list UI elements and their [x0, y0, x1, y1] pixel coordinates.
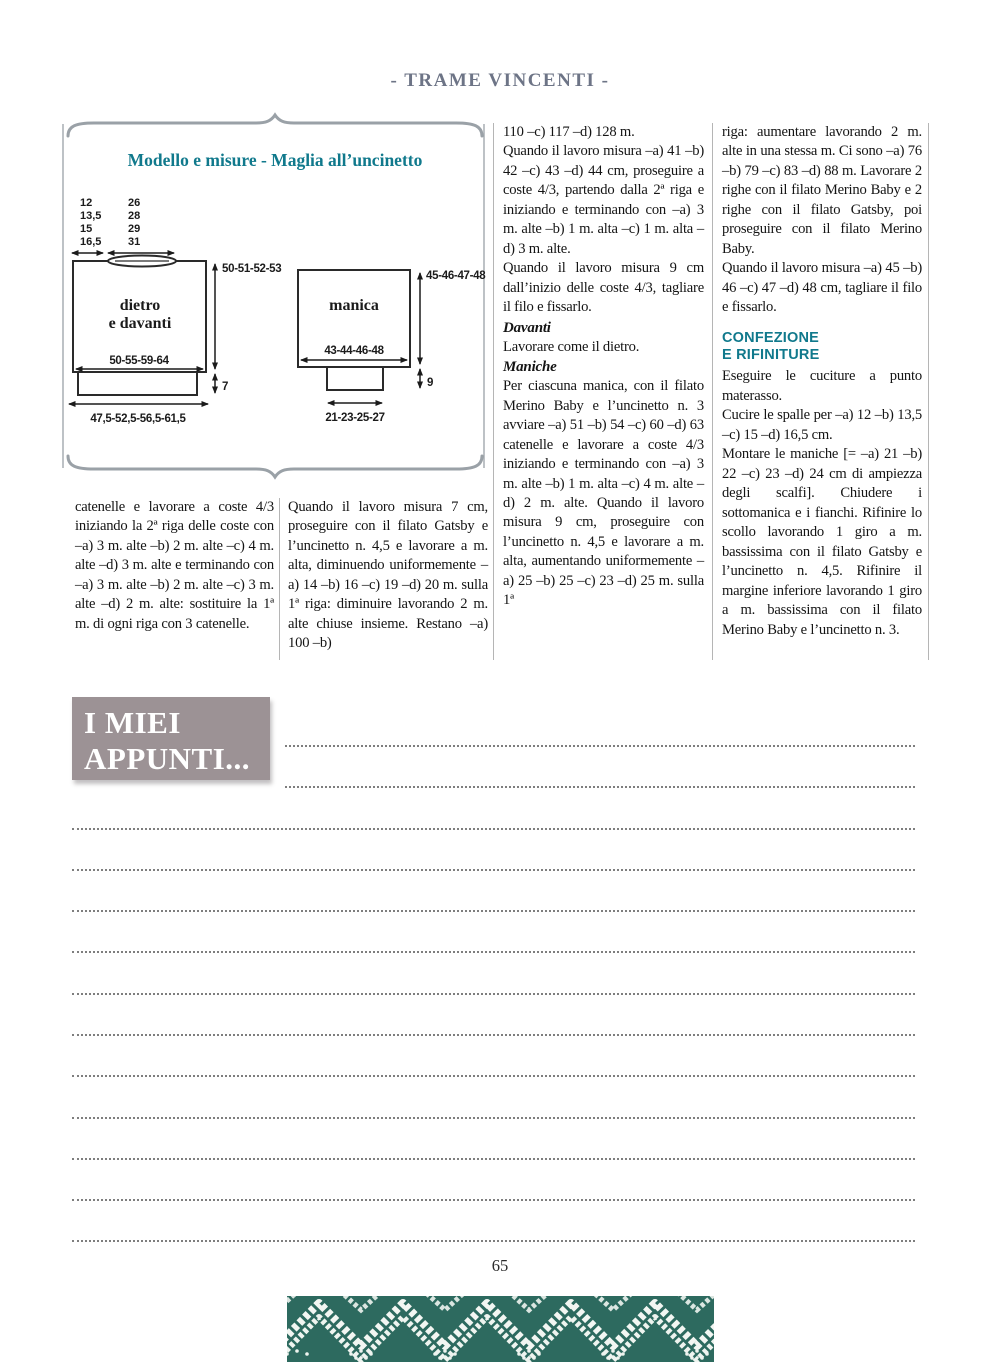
back-height-value: 50-51-52-53 — [222, 263, 282, 275]
notes-line — [72, 869, 915, 871]
back-front-label: e davanti — [108, 315, 172, 332]
section-heading-davanti: Davanti — [503, 319, 551, 336]
instruction-paragraph: riga: aumentare lavorando 2 m. alte in una stessa m. Ci sono –a) 76 –b) 79 –c) 83 –d) 88 m. Lavorare 2 righe con il filato Merino Baby e 2 righe con il filato Gatsby, poi proseguire con il filato Merino Baby. — [722, 124, 922, 257]
section-heading-maniche: Maniche — [503, 359, 557, 376]
instruction-paragraph: Per ciascuna manica, con il filato Merino Baby e l’uncinetto n. 3 avviare –a) 51 –b) 54 –c) 60 –d) 63 catenelle e lavorare a coste 4/3 iniziando e terminando con –a) 3 m. alte –b) 1 m. alta –c) 4 m. alte –d) 2 m. alte. Quando il lavoro misura 9 cm, proseguire con l’uncinetto n. 4,5 e lavorare a m. alta, aumentando uniformemente –a) 25 –b) 25 –c) 23 –d) 25 m. sulla 1ª — [503, 378, 704, 609]
instruction-paragraph: Cucire le spalle per –a) 12 –b) 13,5 –c) 15 –d) 16,5 cm. — [722, 407, 922, 443]
notes-line — [72, 1240, 915, 1242]
page-number: 65 — [491, 1256, 509, 1275]
notes-title-line: APPUNTI... — [84, 741, 251, 776]
notes-line — [72, 910, 915, 912]
size-value: 12 — [80, 197, 93, 209]
sleeve-height-value: 45-46-47-48 — [426, 270, 486, 282]
my-notes-title-box — [72, 697, 270, 780]
cuff-height-value: 9 — [427, 377, 434, 389]
size-value: 16,5 — [80, 236, 102, 248]
column-divider — [279, 498, 280, 660]
schematic-title: Modello e misure - Maglia all’uncinetto — [127, 150, 423, 170]
back-bottom-width-value: 47,5-52,5-56,5-61,5 — [90, 413, 186, 425]
notes-line — [72, 1034, 915, 1036]
cuff-width-value: 21-23-25-27 — [325, 412, 385, 424]
instruction-paragraph: Montare le maniche [= –a) 21 –b) 22 –c) 23 –d) 24 cm di ampiezza degli scalfi]. Chiudere i sottomanica e i fianchi. Rifinire lo scollo lavorando 1 giro a m. bassissima con il filato Gatsby e l’uncinetto n. 4,5. Rifinire il margine inferiore lavorando 1 giro a m. bassissima con il filato Merino Baby e l’uncinetto n. 3. — [722, 446, 922, 638]
instruction-paragraph: catenelle e lavorare a coste 4/3 iniziando la 2ª riga delle coste con –a) 3 m. alte –b) 2 m. alte –c) 4 m. alte –d) 3 m. alte e terminando con –a) 3 m. alte –b) 2 m. alte –c) 3 m. alte –d) 2 m. alte: sostituire la 1ª m. di ogni riga con 3 catenelle. — [75, 499, 274, 632]
instruction-paragraph: Quando il lavoro misura 7 cm, proseguire con il filato Gatsby e l’uncinetto n. 4,5 e lavorare a m. alta, diminuendo uniformemente –a) 14 –b) 16 –c) 19 –d) 20 m. sulla 1ª riga: diminuire lavorando 2 m. alte chiuse insieme. Restano –a) 100 –b) — [288, 499, 488, 652]
size-value: 28 — [128, 210, 141, 222]
instructions-column-4 — [722, 123, 922, 640]
size-value: 15 — [80, 223, 93, 235]
notes-title-line: I MIEI — [84, 705, 181, 740]
rib-height-value: 7 — [222, 381, 229, 393]
instruction-paragraph: 110 –c) 117 –d) 128 m. — [503, 124, 635, 140]
section-heading-confezione: CONFEZIONE E RIFINITURE — [722, 329, 820, 364]
instructions-column-2 — [288, 498, 488, 654]
size-value: 26 — [128, 197, 141, 209]
size-value: 29 — [128, 223, 141, 235]
back-front-label: dietro — [119, 297, 161, 314]
size-value: 31 — [128, 236, 141, 248]
notes-line — [285, 745, 915, 747]
notes-line — [72, 828, 915, 830]
instructions-column-1 — [75, 498, 274, 634]
bottom-brace-decoration — [68, 456, 482, 477]
column-divider — [493, 123, 494, 660]
size-value: 13,5 — [80, 210, 102, 222]
back-width-value: 50-55-59-64 — [109, 355, 169, 367]
sleeve-cuff-outline — [327, 367, 383, 390]
instruction-paragraph: Quando il lavoro misura –a) 41 –b) 42 –c) 43 –d) 44 cm, proseguire a coste 4/3, partendo dalla 2ª riga e iniziando e terminando con –a) 3 m. alte –b) 1 m. alta –c) 1 m. alta –d) 3 m. alte. — [503, 143, 704, 257]
sleeve-width-value: 43-44-46-48 — [324, 345, 384, 357]
notes-line — [285, 786, 915, 788]
knit-pattern-image — [287, 1296, 714, 1362]
instruction-paragraph: Eseguire le cuciture a punto materasso. — [722, 368, 922, 404]
instruction-paragraph: Quando il lavoro misura 9 cm dall’inizio delle coste 4/3, tagliare il filo e fissarlo. — [503, 260, 704, 316]
notes-line — [72, 1158, 915, 1160]
pattern-schematic-diagram — [60, 110, 490, 490]
back-front-rib-outline — [78, 372, 197, 395]
column-divider — [928, 123, 929, 660]
column-divider — [712, 123, 713, 660]
sleeve-label: manica — [329, 297, 379, 314]
top-brace-decoration — [68, 115, 482, 136]
notes-line — [72, 993, 915, 995]
instruction-paragraph: Lavorare come il dietro. — [503, 338, 640, 355]
instructions-column-3 — [503, 123, 704, 611]
notes-line — [72, 1117, 915, 1119]
notes-line — [72, 951, 915, 953]
notes-line — [72, 1199, 915, 1201]
notes-line — [72, 1075, 915, 1077]
page-header-title: - TRAME VINCENTI - — [390, 70, 610, 91]
instruction-paragraph: Quando il lavoro misura –a) 45 –b) 46 –c) 47 –d) 48 cm, tagliare il filo e fissarlo. — [722, 260, 922, 316]
